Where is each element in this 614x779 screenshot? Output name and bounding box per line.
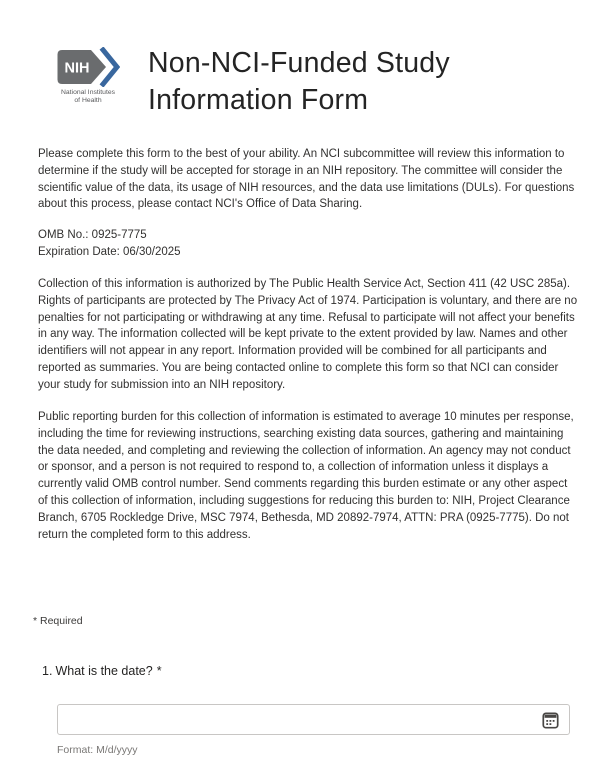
question-1-label bbox=[42, 664, 162, 678]
omb-number: OMB No.: 0925-7775 bbox=[38, 229, 147, 241]
omb-block bbox=[38, 227, 578, 261]
intro-paragraph-2: Collection of this information is authorized by The Public Health Service Act, Section 411 (42 USC 285a). Rights of participants are protected by The Privacy Act of 1974. Participation is voluntary, and there are no penalties for not participating or withdrawing at any time. Refusal to participate will not affect your benefits in any way. The information collected will be kept private to the extent provided by law. Names and other identifiers will not appear in any report. Information provided will be combined for all participants and reported as summaries. You are being contacted online to complete this form so that NCI can consider your study for submission into an NIH repository. bbox=[38, 278, 578, 391]
date-input-container bbox=[57, 704, 570, 735]
intro-paragraph-1: Please complete this form to the best of your ability. An NCI subcommittee will review this information to determine if the study will be accepted for storage in an NIH repository. The committee will consider the scientific value of the data, its usage of NIH resources, and the data use limitations (DULs). For questions about this process, please contact NCI's Office of Data Sharing. bbox=[38, 148, 575, 211]
nih-logo bbox=[54, 47, 122, 105]
intro-paragraph-3: Public reporting burden for this collection of information is estimated to average 10 minutes per response, including the time for reviewing instructions, searching existing data sources, gathering and maintaining the data needed, and completing and reviewing the collection of information. An agency may not conduct or sponsor, and a person is not required to respond to, a collection of information unless it displays a currently valid OMB control number. Send comments regarding this burden estimate or any other aspect of this collection of information, including suggestions for reducing this burden to: NIH, Project Clearance Branch, 6705 Rockledge Drive, MSC 7974, Bethesda, MD 20892-7974, ATTN: PRA (0925-7775). Do not return the completed form to this address. bbox=[38, 411, 574, 541]
date-input[interactable] bbox=[58, 705, 569, 734]
calendar-icon bbox=[542, 712, 559, 729]
required-asterisk: * bbox=[156, 664, 162, 678]
nih-logo-icon bbox=[56, 47, 120, 87]
page-title-line2: Information Form bbox=[148, 84, 369, 116]
question-number: 1. bbox=[42, 664, 53, 678]
page-title bbox=[148, 45, 508, 119]
nih-acronym: NIH bbox=[64, 60, 90, 77]
page-title-line1: Non-NCI-Funded Study bbox=[148, 47, 450, 79]
required-note: * Required bbox=[33, 615, 83, 627]
question-text: What is the date? bbox=[55, 664, 153, 678]
format-hint: Format: M/d/yyyy bbox=[57, 744, 138, 756]
nih-logo-caption: National Institutes of Health bbox=[60, 89, 116, 104]
datepicker-button[interactable] bbox=[541, 711, 559, 729]
omb-expiration: Expiration Date: 06/30/2025 bbox=[38, 245, 181, 258]
